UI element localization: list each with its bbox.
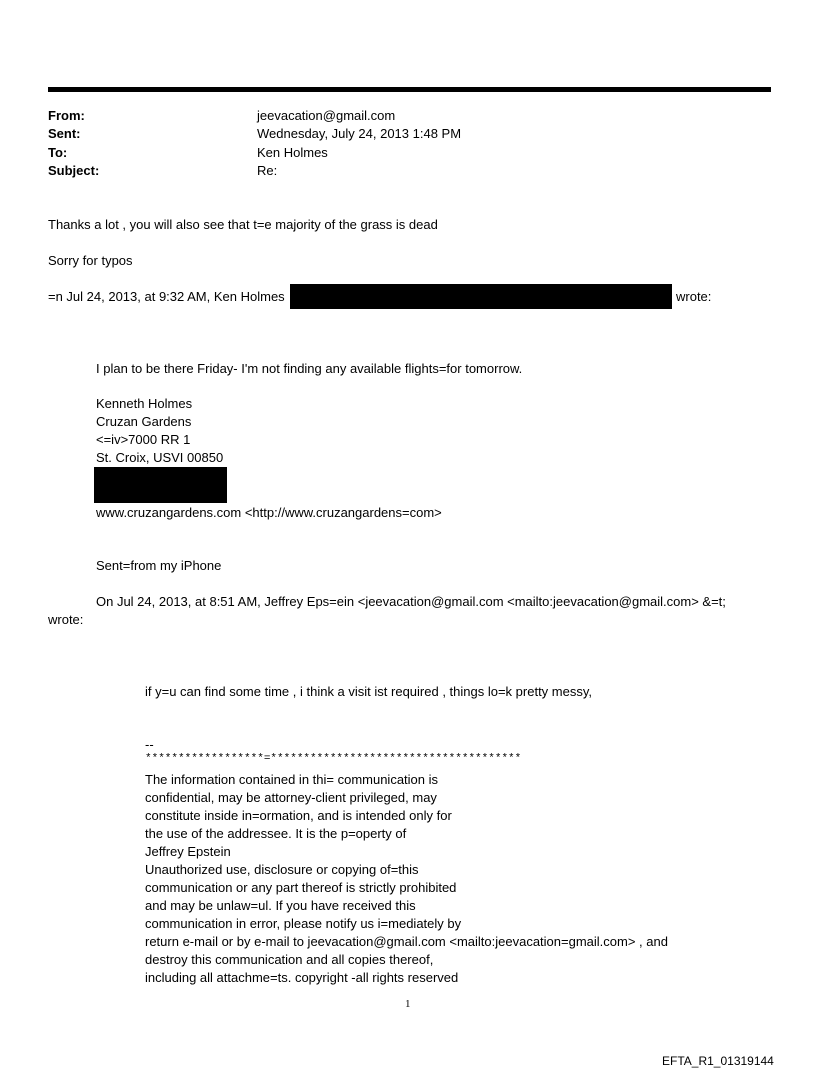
signature-address-1: <=iv>7000 RR 1	[96, 432, 191, 447]
disclaimer-line: communication in error, please notify us i=mediately by	[145, 916, 462, 931]
star-separator: ******************=**************************************	[145, 753, 522, 765]
disclaimer-line: destroy this communication and all copies thereof,	[145, 952, 434, 967]
signature-dash: --	[145, 737, 154, 752]
disclaimer-line: communication or any part thereof is strictly prohibited	[145, 880, 457, 895]
disclaimer-line: Unauthorized use, disclosure or copying of=this	[145, 862, 419, 877]
signature-web: www.cruzangardens.com <http://www.cruzangardens=com>	[96, 505, 442, 520]
page-number: 1	[405, 998, 411, 1010]
to-label: To:	[48, 145, 68, 160]
disclaimer-line: return e-mail or by e-mail to jeevacation@gmail.com <mailto:jeevacation=gmail.com> , and	[145, 934, 668, 949]
reply1-quote-intro-wrap: wrote:	[48, 612, 84, 627]
disclaimer-line: The information contained in thi= communication is	[145, 772, 439, 787]
disclaimer-line: and may be unlaw=ul. If you have received this	[145, 898, 416, 913]
body-line-2: Sorry for typos	[48, 253, 133, 268]
body-line-1: Thanks a lot , you will also see that t=e majority of the grass is dead	[48, 217, 438, 232]
disclaimer-line: confidential, may be attorney-client privileged, may	[145, 790, 437, 805]
signature-address-2: St. Croix, USVI 00850	[96, 450, 224, 465]
reply1-quote-intro: On Jul 24, 2013, at 8:51 AM, Jeffrey Eps=ein <jeevacation@gmail.com <mailto:jeevacation@gmail.com> &=t;	[96, 594, 726, 609]
quote-intro-end: wrote:	[676, 289, 712, 304]
signature-company: Cruzan Gardens	[96, 414, 192, 429]
subject-label: Subject:	[48, 163, 100, 178]
disclaimer-line: Jeffrey Epstein	[145, 844, 231, 859]
disclaimer-line: including all attachme=ts. copyright -all rights reserved	[145, 970, 459, 985]
to-value: Ken Holmes	[257, 145, 328, 160]
reply2-text: if y=u can find some time , i think a visit ist required , things lo=k pretty messy,	[145, 684, 592, 699]
from-label: From:	[48, 108, 85, 123]
redaction-email	[290, 284, 672, 309]
quote-intro: =n Jul 24, 2013, at 9:32 AM, Ken Holmes	[48, 289, 285, 304]
signature-name: Kenneth Holmes	[96, 396, 193, 411]
from-value: jeevacation@gmail.com	[257, 108, 396, 123]
sent-from-iphone: Sent=from my iPhone	[96, 558, 222, 573]
disclaimer-line: the use of the addressee. It is the p=operty of	[145, 826, 407, 841]
sent-label: Sent:	[48, 126, 81, 141]
document-id: EFTA_R1_01319144	[662, 1054, 774, 1068]
reply1-text: I plan to be there Friday- I'm not finding any available flights=for tomorrow.	[96, 361, 523, 376]
subject-value: Re:	[257, 163, 278, 178]
disclaimer-line: constitute inside in=ormation, and is intended only for	[145, 808, 452, 823]
redaction-phone	[94, 467, 227, 503]
sent-value: Wednesday, July 24, 2013 1:48 PM	[257, 126, 462, 141]
header-rule	[48, 87, 771, 92]
